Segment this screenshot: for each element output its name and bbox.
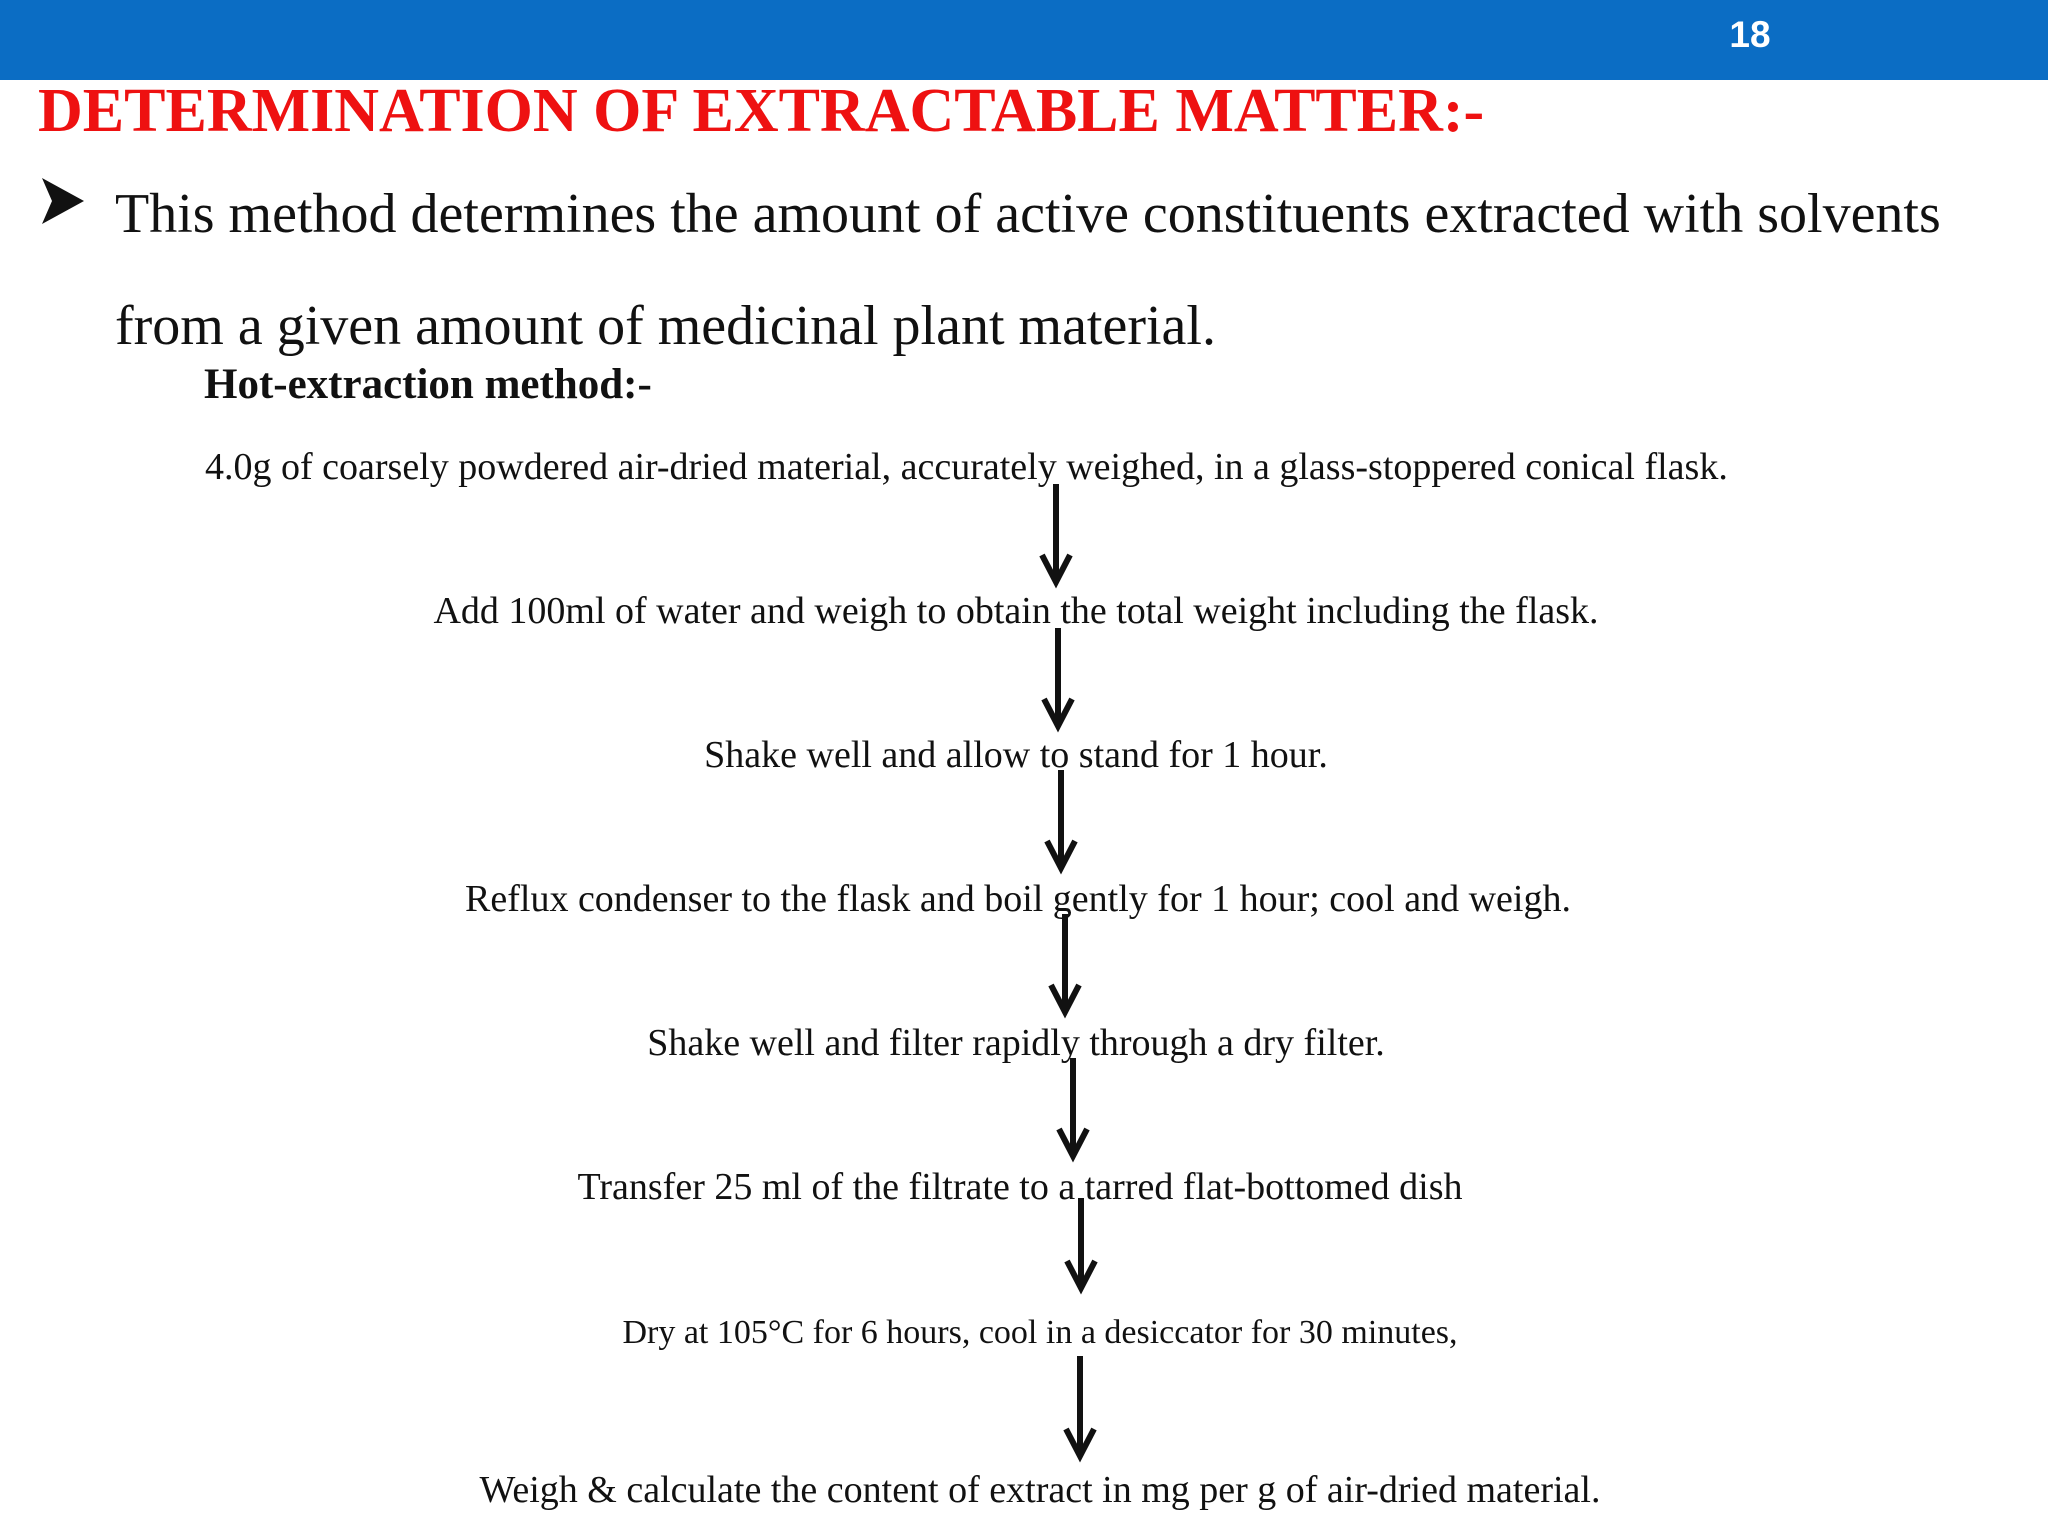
- down-arrow-icon: [1044, 628, 1072, 726]
- down-arrow-icon: [1047, 770, 1075, 868]
- flow-step-3: Shake well and allow to stand for 1 hour.: [704, 734, 1328, 776]
- down-arrow-icon: [1042, 484, 1070, 582]
- page-number: 18: [1729, 14, 1771, 55]
- slide-title: DETERMINATION OF EXTRACTABLE MATTER:-: [38, 77, 1485, 145]
- subheading: Hot-extraction method:-: [204, 361, 652, 408]
- bullet-text: This method determines the amount of active constituents extracted with solvents from a given amount of medicinal plant material.: [115, 183, 1941, 357]
- down-arrow-icon: [1067, 1198, 1095, 1288]
- flow-step-2: Add 100ml of water and weigh to obtain the total weight including the flask.: [433, 590, 1599, 632]
- arrowhead-bullet-icon: [40, 174, 86, 228]
- flow-step-8: Weigh & calculate the content of extract in mg per g of air-dried material.: [479, 1469, 1601, 1511]
- header-bar: [0, 0, 2048, 80]
- flow-step-1: 4.0g of coarsely powdered air-dried material, accurately weighed, in a glass-stoppered conical flask.: [205, 446, 1728, 488]
- down-arrow-icon: [1066, 1356, 1094, 1456]
- down-arrow-icon: [1059, 1058, 1087, 1156]
- flow-step-4: Reflux condenser to the flask and boil gently for 1 hour; cool and weigh.: [465, 878, 1571, 920]
- flow-step-7: Dry at 105°C for 6 hours, cool in a desiccator for 30 minutes,: [622, 1314, 1458, 1351]
- flow-step-5: Shake well and filter rapidly through a dry filter.: [647, 1022, 1385, 1064]
- down-arrow-icon: [1051, 914, 1079, 1012]
- flow-step-6: Transfer 25 ml of the filtrate to a tarred flat-bottomed dish: [577, 1166, 1463, 1208]
